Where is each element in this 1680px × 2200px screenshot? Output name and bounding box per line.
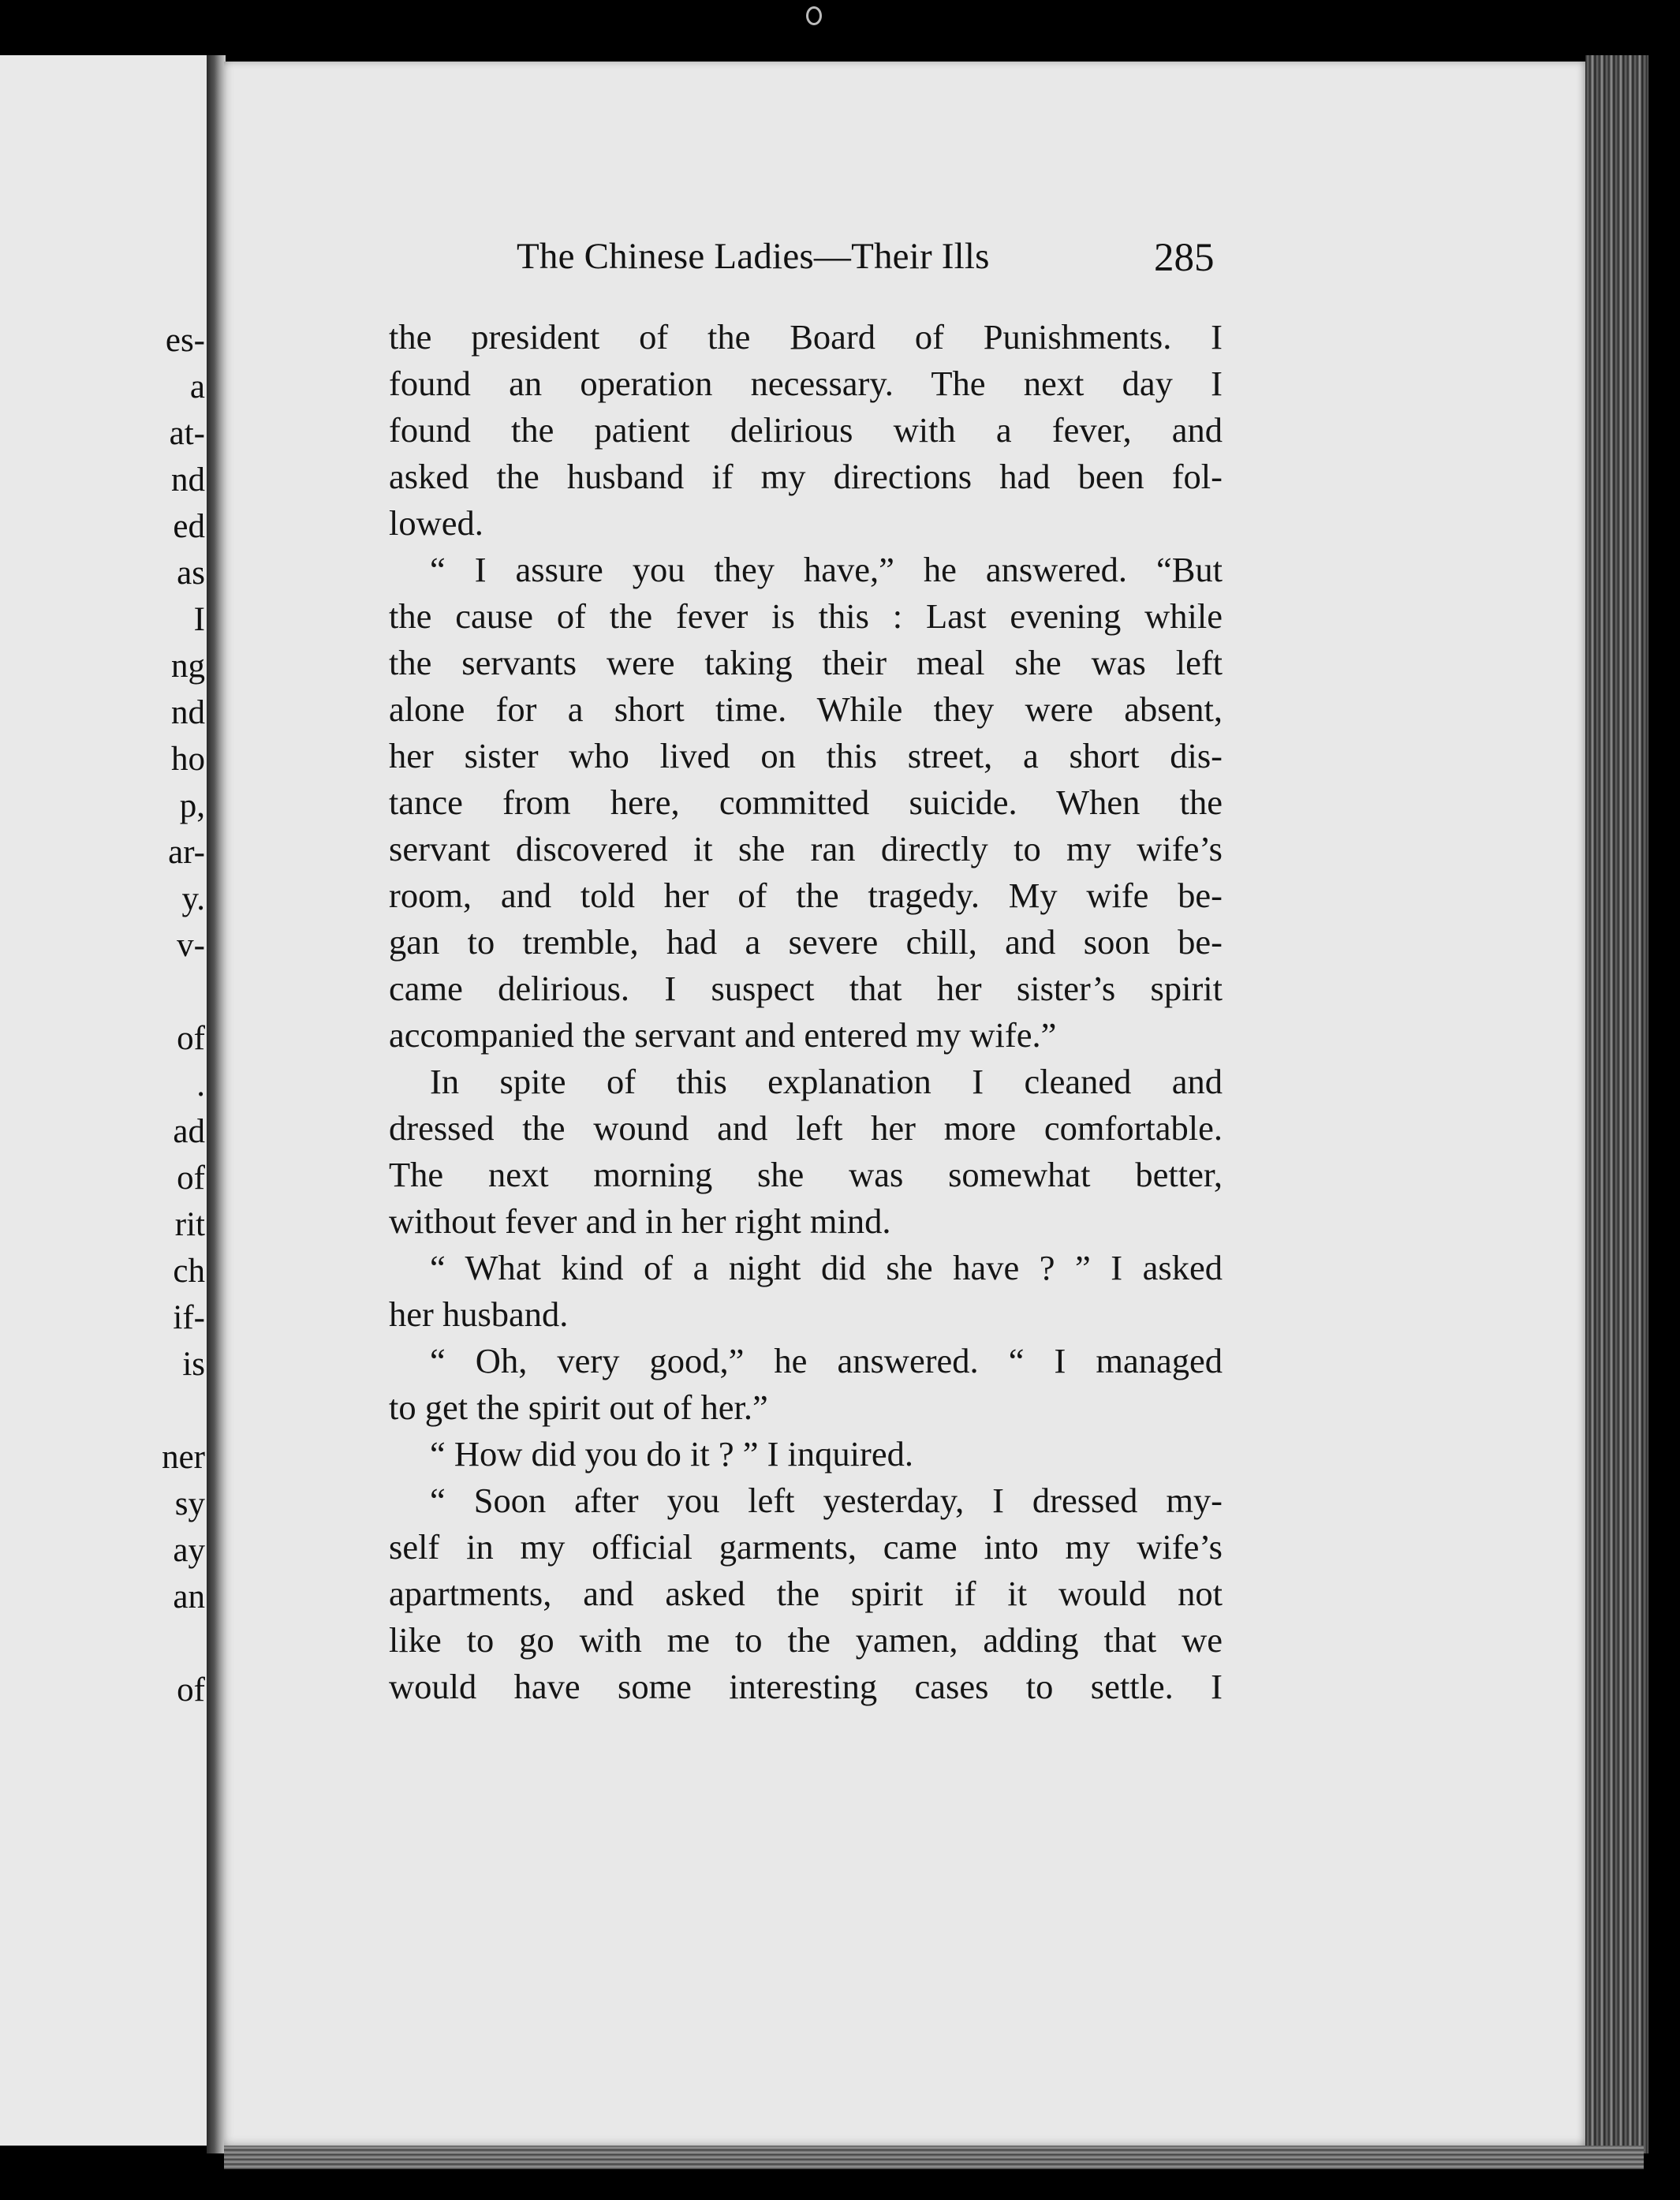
left-page-fragment: ner — [162, 1439, 205, 1476]
left-page-fragment: ng — [171, 648, 205, 685]
running-head — [517, 235, 1226, 290]
body-line: In spite of this explanation I cleaned and — [430, 1062, 1223, 1101]
left-page-fragment: ad — [173, 1113, 205, 1150]
left-page-fragment: p, — [179, 787, 205, 824]
body-line: found the patient delirious with a fever, and — [389, 410, 1223, 450]
body-line: dressed the wound and left her more comfortable. — [389, 1108, 1223, 1148]
body-line: “ I assure you they have,” he answered. “But — [430, 550, 1223, 589]
body-line: alone for a short time. While they were absent, — [389, 689, 1223, 729]
body-line: “ What kind of a night did she have ? ” I asked — [430, 1248, 1223, 1287]
left-page-fragment: . — [196, 1066, 205, 1104]
body-line: the cause of the fever is this : Last evening while — [389, 596, 1223, 636]
left-page-fragment: if- — [173, 1299, 205, 1336]
left-page-fragment: sy — [174, 1485, 205, 1522]
running-head-title: The Chinese Ladies—Their Ills — [517, 236, 990, 277]
body-line: gan to tremble, had a severe chill, and soon be- — [389, 922, 1223, 962]
left-page-fragment: of — [177, 1160, 205, 1197]
page-number: 285 — [1154, 236, 1215, 280]
left-page-fragment: ch — [173, 1253, 205, 1290]
body-line: “ How did you do it ? ” I inquired. — [430, 1434, 913, 1474]
left-page-fragment: ed — [173, 508, 205, 545]
body-line: came delirious. I suspect that her sister’s spirit — [389, 969, 1223, 1008]
bottom-page-edge — [224, 2146, 1644, 2169]
left-page-fragment: of — [177, 1671, 205, 1709]
left-page-fragment: ho — [171, 741, 205, 778]
left-page-fragment: as — [177, 555, 205, 592]
left-page-fragment: es- — [165, 322, 205, 359]
body-line: like to go with me to the yamen, adding that we — [389, 1620, 1223, 1660]
body-line: would have some interesting cases to settle. I — [389, 1667, 1223, 1706]
left-page-fragment: rit — [174, 1206, 205, 1243]
body-line: accompanied the servant and entered my wife.” — [389, 1015, 1057, 1055]
body-line: to get the spirit out of her.” — [389, 1388, 768, 1427]
left-page-fragment: an — [173, 1578, 205, 1615]
body-line: asked the husband if my directions had been fol- — [389, 457, 1223, 496]
book-gutter — [207, 55, 226, 2153]
body-line: without fever and in her right mind. — [389, 1201, 891, 1241]
body-line: The next morning she was somewhat better, — [389, 1155, 1223, 1194]
body-line: found an operation necessary. The next day I — [389, 364, 1223, 403]
body-line: lowed. — [389, 503, 483, 543]
body-line: servant discovered it she ran directly to my wife’s — [389, 829, 1223, 868]
body-line: her husband. — [389, 1294, 569, 1334]
body-line: the president of the Board of Punishments. I — [389, 317, 1223, 357]
left-page-fragment: a — [189, 368, 205, 405]
scan-artifact — [806, 6, 822, 25]
left-page-fragment: ay — [173, 1532, 205, 1569]
body-line: room, and told her of the tragedy. My wife be- — [389, 876, 1223, 915]
left-page-fragment: y. — [181, 880, 205, 917]
left-page-fragment: of — [177, 1020, 205, 1057]
body-line: tance from here, committed suicide. When the — [389, 783, 1223, 822]
left-page-fragment: nd — [171, 461, 205, 499]
left-page — [0, 55, 211, 2146]
body-line: “ Soon after you left yesterday, I dressed my- — [430, 1481, 1223, 1520]
left-page-fragment: nd — [171, 694, 205, 731]
body-line: the servants were taking their meal she was left — [389, 643, 1223, 682]
body-line: apartments, and asked the spirit if it would not — [389, 1574, 1223, 1613]
page-edges — [1585, 55, 1648, 2153]
left-page-fragment: ar- — [168, 834, 205, 871]
left-page-fragment: at- — [169, 415, 205, 452]
left-page-fragment: I — [193, 601, 205, 638]
left-page-fragment: is — [182, 1346, 205, 1383]
body-line: “ Oh, very good,” he answered. “ I managed — [430, 1341, 1223, 1380]
body-line: self in my official garments, came into my wife’s — [389, 1527, 1223, 1567]
left-page-fragment: v- — [177, 927, 205, 964]
body-line: her sister who lived on this street, a short dis- — [389, 736, 1223, 775]
